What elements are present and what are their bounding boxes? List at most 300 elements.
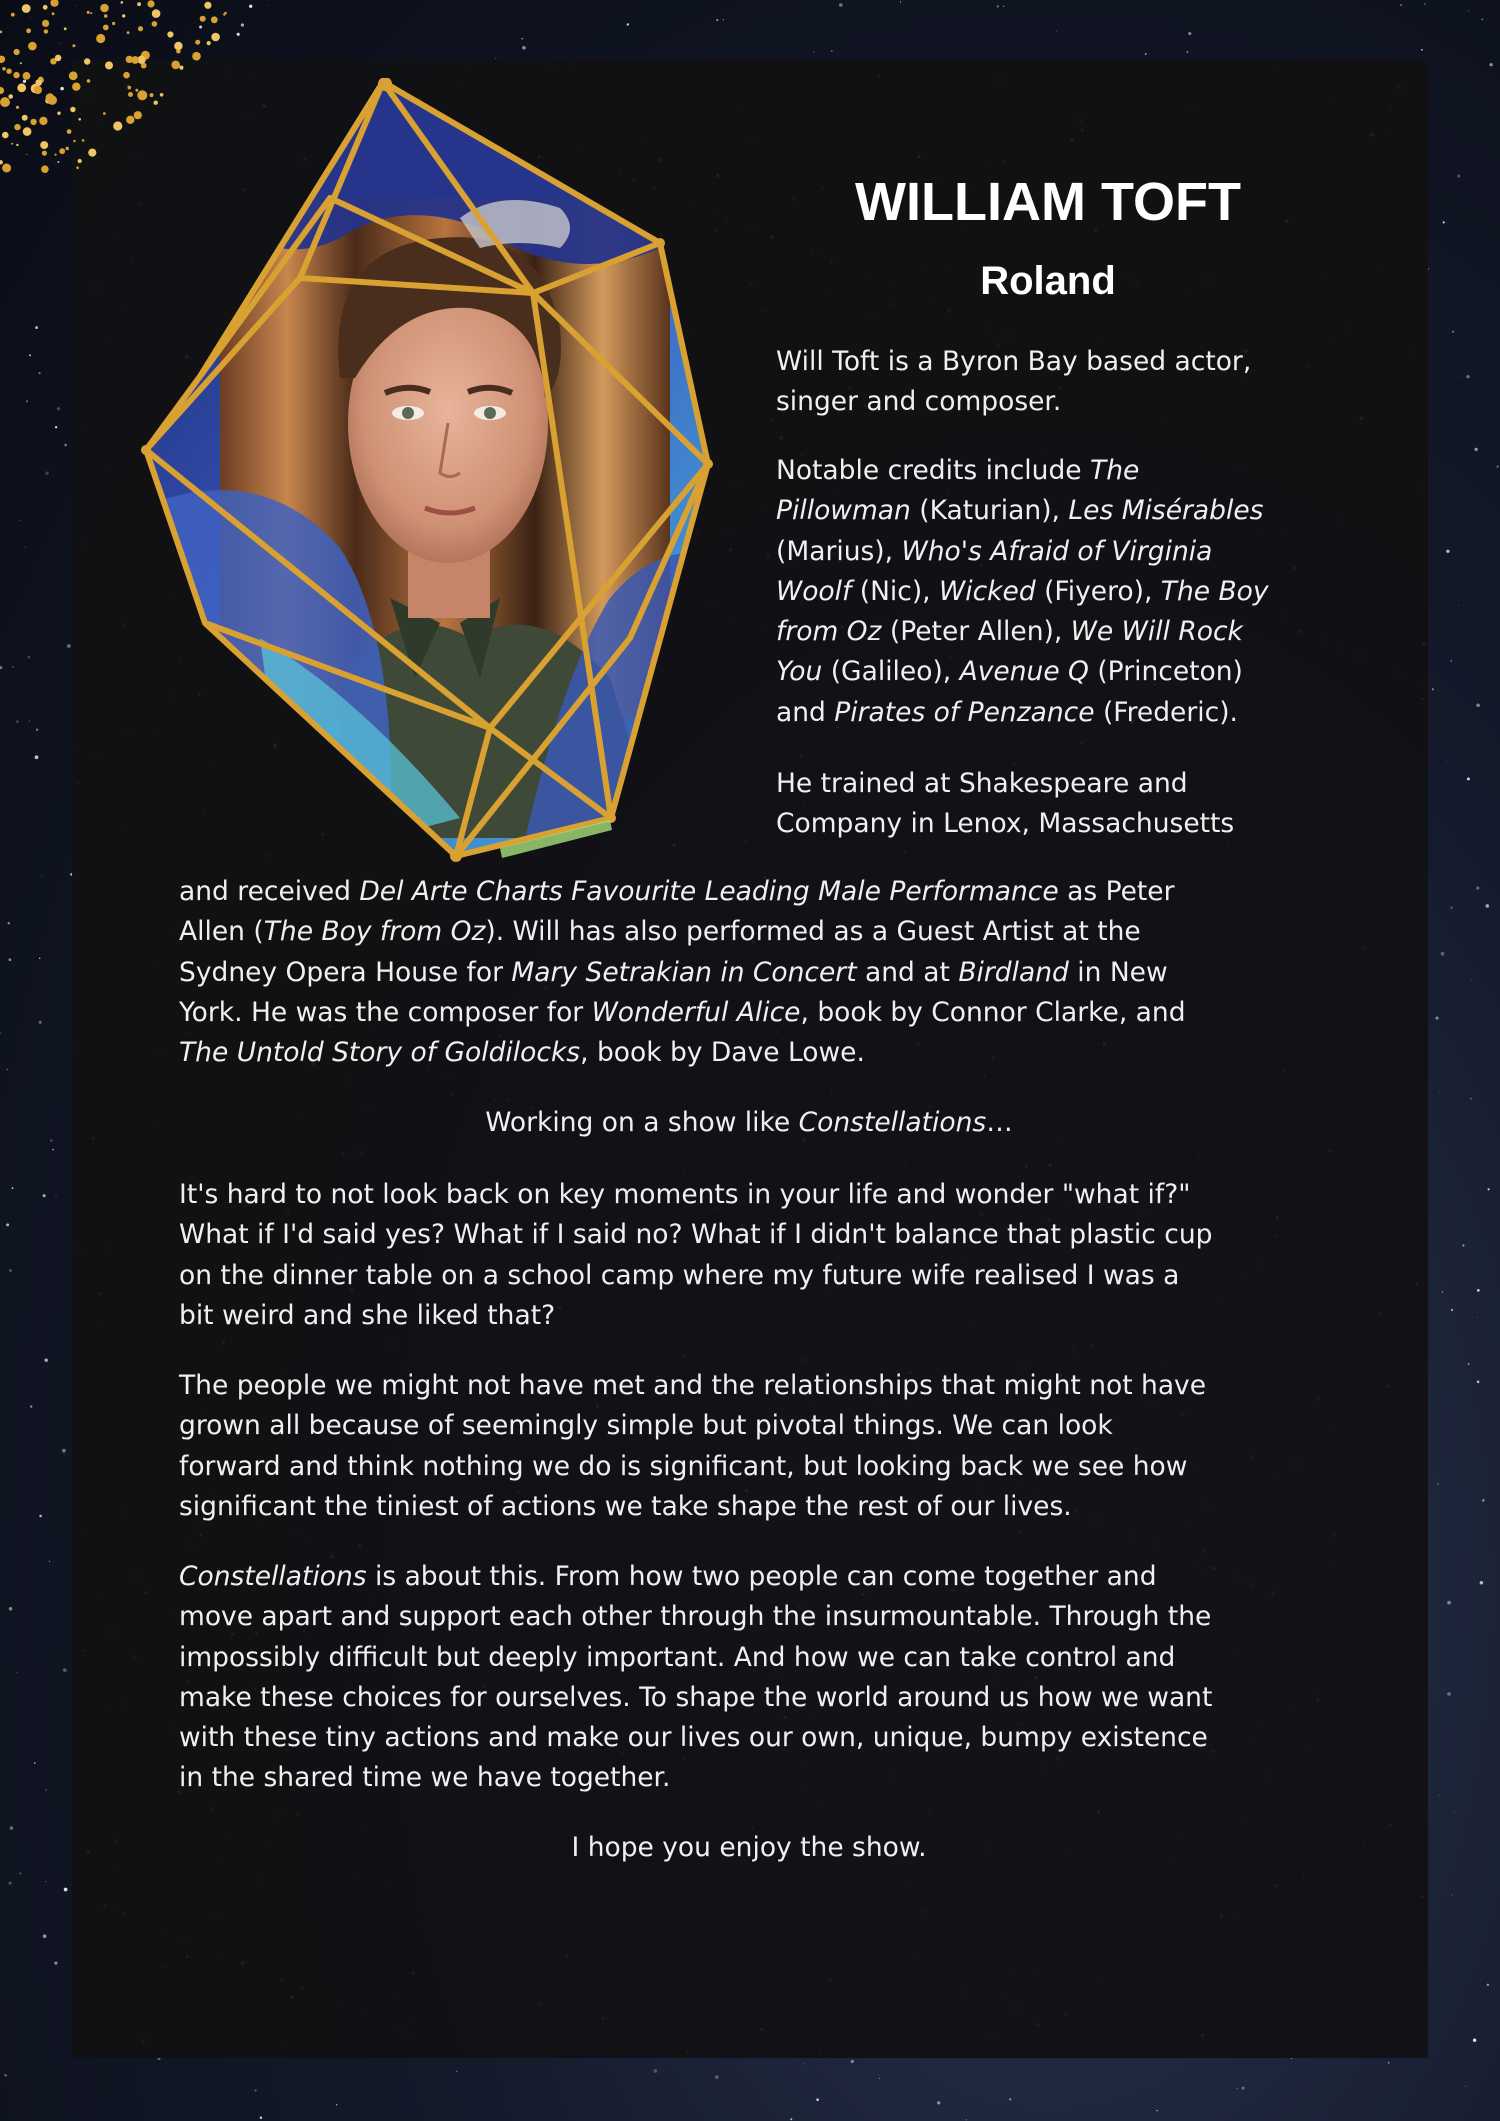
glitter-dot — [100, 4, 109, 13]
italic-title: Wicked — [939, 575, 1036, 607]
star — [50, 1139, 53, 1142]
star — [879, 2078, 880, 2079]
text-run: Allen ( — [179, 916, 264, 948]
star — [49, 1561, 50, 1562]
text-line — [179, 912, 1329, 952]
star — [981, 16, 982, 17]
glitter-dot — [179, 66, 183, 70]
star — [1477, 1289, 1480, 1292]
star — [34, 1762, 36, 1764]
text-run: make these choices for ourselves. To shape the world around us how we want — [179, 1681, 1213, 1713]
star — [1497, 466, 1499, 468]
glitter-dot — [103, 25, 109, 31]
glitter-dot — [174, 42, 182, 50]
star — [30, 1405, 32, 1407]
star — [1424, 3, 1426, 5]
star — [522, 46, 526, 50]
star — [19, 1872, 21, 1874]
text-run: singer and composer. — [776, 386, 1062, 418]
glitter-dot — [0, 31, 2, 34]
text-line — [179, 1033, 1329, 1073]
star — [900, 1, 901, 2]
text-run: , book by Dave Lowe. — [580, 1037, 865, 1069]
star — [1458, 697, 1459, 698]
text-line — [776, 804, 1336, 844]
star — [64, 444, 67, 447]
star — [4, 2074, 7, 2077]
glitter-dot — [160, 93, 164, 97]
star — [36, 729, 38, 731]
glitter-dot — [2, 132, 9, 139]
glitter-dot — [122, 14, 125, 17]
text-line — [179, 1406, 1329, 1446]
italic-title: Les Misérables — [1068, 495, 1264, 527]
italic-title: Who's Afraid of Virginia — [901, 535, 1213, 567]
glitter-dot — [131, 56, 139, 64]
star — [1477, 1317, 1478, 1318]
star — [1488, 1188, 1490, 1190]
star — [55, 426, 57, 428]
star — [654, 2069, 658, 2073]
text-line — [179, 1487, 1329, 1527]
glitter-dot — [87, 11, 90, 14]
glitter-dot — [28, 42, 37, 51]
star — [1451, 1309, 1453, 1311]
italic-title: You — [776, 656, 823, 688]
text-line — [179, 1638, 1329, 1678]
italic-title: Pirates of Penzance — [834, 696, 1095, 728]
bio-paragraph-3 — [776, 764, 1336, 845]
text-line — [776, 451, 1336, 491]
star — [43, 1934, 47, 1938]
glitter-dot — [78, 159, 82, 163]
glitter-dot — [76, 166, 79, 169]
star — [1400, 4, 1402, 6]
glitter-dot — [137, 2, 141, 6]
star — [1145, 53, 1147, 55]
glitter-dot — [66, 147, 69, 150]
star — [1242, 2087, 1245, 2090]
star — [723, 19, 724, 20]
glitter-dot — [103, 112, 106, 115]
glitter-dot — [52, 12, 55, 15]
star — [1490, 63, 1493, 66]
glitter-dot — [46, 93, 55, 102]
star — [43, 1194, 46, 1197]
text-run: (Marius), — [776, 535, 902, 567]
text-run: (Princeton) — [1088, 656, 1243, 688]
star — [1476, 704, 1480, 708]
glitter-dot — [123, 72, 130, 79]
star — [25, 547, 26, 548]
text-run: and at — [856, 956, 959, 988]
star — [1447, 761, 1448, 762]
glitter-dot — [8, 94, 13, 99]
star — [336, 2104, 338, 2106]
text-line — [776, 532, 1336, 572]
text-run: … — [986, 1107, 1013, 1138]
star — [1447, 1601, 1451, 1605]
text-run: in New — [1068, 956, 1168, 988]
star — [7, 1069, 9, 1071]
star — [1446, 550, 1449, 553]
glitter-dot — [64, 27, 67, 30]
text-run: (Frederic). — [1094, 696, 1238, 728]
star — [41, 876, 42, 877]
glitter-dot — [55, 154, 57, 156]
star — [20, 520, 21, 521]
star — [816, 2098, 819, 2101]
bio-paragraph-2 — [776, 451, 1336, 733]
glitter-dot — [55, 55, 62, 62]
glitter-dot — [105, 61, 113, 69]
character-role: Roland — [980, 259, 1116, 303]
text-line — [776, 491, 1336, 531]
italic-title: Wonderful Alice — [591, 996, 801, 1028]
glitter-dot — [23, 72, 31, 80]
performer-name: WILLIAM TOFT — [855, 172, 1241, 232]
star — [9, 958, 12, 961]
text-run: I hope you enjoy the show. — [571, 1832, 927, 1863]
star — [9, 1269, 12, 1272]
text-line — [179, 1597, 1329, 1637]
portrait-gem-frame — [140, 78, 720, 862]
star — [1468, 10, 1469, 11]
closing-line — [179, 1828, 1319, 1868]
star — [63, 1668, 67, 1672]
text-run: and received — [179, 876, 360, 907]
star — [1461, 376, 1462, 377]
gold-glitter-corner — [0, 0, 260, 190]
glitter-dot — [0, 97, 10, 107]
glitter-dot — [90, 12, 92, 14]
italic-title: The Untold Story of Goldilocks — [179, 1037, 581, 1069]
italic-title: Birdland — [958, 956, 1069, 988]
glitter-dot — [211, 16, 218, 23]
text-line — [179, 1366, 1329, 1406]
glitter-dot — [42, 20, 49, 27]
star — [1487, 1984, 1489, 1986]
star — [937, 2101, 940, 2104]
italic-title: Pillowman — [776, 495, 911, 527]
glitter-dot — [35, 79, 42, 86]
text-run: It's hard to not look back on key moments in your life and wonder "what if?" — [179, 1179, 1191, 1210]
glitter-dot — [59, 148, 65, 154]
glitter-dot — [96, 34, 105, 43]
text-run: (Galileo), — [822, 656, 960, 688]
star — [851, 2060, 854, 2063]
glitter-dot — [22, 115, 28, 121]
glitter-dot — [26, 28, 31, 33]
text-line — [179, 1718, 1329, 1758]
star — [39, 1021, 42, 1024]
star — [1471, 979, 1472, 980]
italic-title: Del Arte Charts Favourite Leading Male Performance — [359, 876, 1059, 907]
glitter-dot — [150, 93, 154, 97]
star — [1432, 688, 1434, 690]
star — [1447, 1692, 1451, 1696]
text-run: He trained at Shakespeare and — [776, 768, 1188, 799]
glitter-dot — [44, 29, 48, 33]
glitter-dot — [14, 124, 20, 130]
glitter-dot — [207, 41, 211, 45]
glitter-dot — [147, 0, 154, 7]
star — [38, 372, 40, 374]
glitter-dot — [204, 2, 211, 9]
text-run: and — [776, 696, 835, 728]
star — [1470, 1098, 1472, 1100]
star — [64, 1888, 68, 1892]
star — [1485, 904, 1489, 908]
star — [1056, 30, 1057, 31]
star — [74, 2090, 75, 2091]
star — [1457, 174, 1460, 177]
text-run: York. He was the composer for — [179, 996, 592, 1028]
star — [62, 1449, 66, 1453]
star — [1468, 1363, 1470, 1365]
text-line — [179, 1175, 1329, 1215]
star — [9, 1882, 12, 1885]
star — [813, 51, 814, 52]
glitter-dot — [211, 33, 220, 42]
star — [54, 1962, 57, 1965]
star — [255, 2089, 257, 2091]
star — [716, 19, 718, 21]
glitter-dot — [13, 72, 19, 78]
star — [627, 23, 629, 25]
essay-paragraph-3 — [179, 1557, 1329, 1799]
italic-title: The Boy — [1160, 575, 1269, 607]
text-line — [776, 612, 1336, 652]
star — [16, 720, 19, 723]
star — [1441, 952, 1445, 956]
glitter-dot — [152, 9, 161, 18]
star — [57, 407, 60, 410]
glitter-dot — [72, 83, 80, 91]
text-run: bit weird and she liked that? — [179, 1299, 556, 1331]
glitter-dot — [0, 56, 5, 63]
glitter-dot — [72, 44, 75, 47]
text-line — [179, 1557, 1329, 1597]
text-run: , book by Connor Clarke, and — [800, 996, 1186, 1028]
glitter-dot — [88, 149, 96, 157]
italic-title: Mary Setrakian in Concert — [511, 956, 857, 988]
text-run: in the shared time we have together. — [179, 1762, 671, 1794]
star — [0, 1032, 1, 1034]
text-line — [179, 1828, 1319, 1868]
star — [39, 957, 41, 959]
star — [790, 2118, 792, 2120]
glitter-dot — [137, 90, 147, 100]
text-line — [776, 764, 1336, 804]
text-run: impossibly difficult but deeply important. And how we can take control and — [179, 1641, 1176, 1673]
glitter-dot — [152, 21, 158, 27]
text-line — [179, 1758, 1329, 1798]
text-run: (Peter Allen), — [881, 616, 1071, 648]
text-run: ). Will has also performed as a Guest Artist at the — [485, 916, 1141, 948]
glitter-dot — [121, 1, 124, 4]
star — [26, 400, 28, 402]
essay-paragraph-1 — [179, 1175, 1329, 1336]
glitter-dot — [195, 40, 200, 45]
star — [16, 1672, 17, 1673]
star — [997, 5, 999, 7]
text-run: Notable credits include — [776, 455, 1091, 486]
italic-title: Constellations — [798, 1107, 987, 1138]
glitter-dot — [23, 127, 32, 136]
star — [1476, 887, 1479, 890]
glitter-dot — [17, 83, 26, 92]
star — [28, 656, 31, 659]
star — [10, 411, 11, 412]
star — [804, 2063, 805, 2064]
text-line — [776, 693, 1336, 733]
text-run: forward and think nothing we do is significant, but looking back we see how — [179, 1450, 1188, 1482]
glitter-dot — [22, 4, 31, 13]
star — [1454, 1812, 1455, 1813]
glitter-dot — [2, 164, 11, 173]
star — [1482, 1499, 1485, 1502]
essay-paragraph-2 — [179, 1366, 1329, 1527]
text-run: What if I'd said yes? What if I said no? What if I didn't balance that plastic cup — [179, 1219, 1213, 1251]
glitter-dot — [167, 31, 173, 37]
star — [1428, 268, 1429, 269]
essay-heading — [179, 1103, 1319, 1143]
star — [1237, 2088, 1238, 2089]
star — [44, 1358, 47, 1361]
star — [1451, 660, 1452, 661]
star — [1473, 2038, 1476, 2041]
star — [1450, 906, 1453, 909]
star — [1003, 6, 1004, 7]
glitter-dot — [70, 107, 75, 112]
star — [1452, 1894, 1453, 1895]
text-run: significant the tiniest of actions we take shape the rest of our lives. — [179, 1490, 1072, 1522]
text-run: on the dinner table on a school camp where my future wife realised I was a — [179, 1259, 1180, 1291]
star — [831, 50, 833, 52]
star — [1481, 19, 1482, 20]
glitter-dot — [171, 61, 180, 70]
glitter-dot — [104, 14, 108, 18]
bio-paragraph-1 — [776, 342, 1336, 423]
star — [1477, 1381, 1480, 1384]
star — [268, 5, 269, 6]
glitter-dot — [84, 58, 90, 64]
glitter-dot — [127, 31, 130, 34]
italic-title: Avenue Q — [959, 656, 1089, 688]
star — [1435, 1017, 1438, 1020]
text-line — [776, 382, 1336, 422]
star — [1186, 51, 1188, 53]
glitter-dot — [14, 49, 20, 55]
text-line — [179, 1215, 1329, 1255]
text-line — [179, 1256, 1329, 1296]
italic-title: Constellations — [179, 1561, 367, 1592]
glitter-dot — [112, 22, 115, 25]
text-line — [776, 652, 1336, 692]
star — [1442, 1291, 1444, 1293]
star — [8, 922, 10, 924]
italic-title: from Oz — [776, 616, 882, 648]
glitter-dot — [40, 141, 48, 149]
glitter-dot — [11, 13, 15, 17]
text-run: (Katurian), — [910, 495, 1069, 527]
star — [496, 58, 497, 59]
text-line — [179, 1678, 1329, 1718]
glitter-dot — [43, 5, 48, 10]
glitter-dot — [82, 139, 85, 142]
star — [1443, 221, 1445, 223]
glitter-dot — [126, 116, 134, 124]
glitter-dot — [6, 69, 11, 74]
glitter-dot — [134, 111, 142, 119]
star — [441, 2118, 442, 2119]
glitter-dot — [192, 52, 201, 61]
star — [260, 2116, 262, 2118]
star — [1458, 605, 1459, 606]
star — [35, 326, 38, 329]
glitter-dot — [223, 13, 225, 15]
star — [12, 666, 13, 667]
glitter-dot — [30, 119, 36, 125]
text-line — [179, 953, 1329, 993]
text-run: as Peter — [1058, 876, 1175, 907]
glitter-dot — [67, 129, 72, 134]
star — [1438, 1795, 1439, 1796]
star — [52, 1149, 54, 1151]
star — [35, 755, 39, 759]
glitter-dot — [34, 86, 42, 94]
italic-title: We Will Rock — [1070, 616, 1243, 648]
star — [1466, 375, 1469, 378]
glitter-dot — [73, 140, 75, 142]
text-line — [179, 1296, 1329, 1336]
star — [1009, 2098, 1011, 2100]
star — [9, 1607, 13, 1611]
star — [1463, 1244, 1465, 1246]
star — [6, 1223, 9, 1226]
italic-title: The Boy from Oz — [263, 916, 486, 948]
star — [1421, 49, 1423, 51]
glitter-dot — [41, 165, 49, 173]
star — [1388, 2062, 1390, 2064]
star — [12, 1187, 14, 1189]
star — [1188, 32, 1191, 35]
glitter-dot — [78, 118, 81, 121]
text-run: (Nic), — [851, 575, 940, 607]
star — [1480, 1581, 1484, 1585]
text-line — [776, 572, 1336, 612]
star — [1156, 2110, 1158, 2112]
glitter-dot — [113, 121, 122, 130]
text-run: with these tiny actions and make our lives our own, unique, bumpy existence — [179, 1722, 1208, 1754]
text-run: (Fiyero), — [1035, 575, 1161, 607]
text-run: Will Toft is a Byron Bay based actor, — [776, 346, 1252, 377]
text-run: Working on a show like — [485, 1107, 799, 1138]
text-line — [179, 993, 1329, 1033]
star — [29, 354, 31, 356]
star — [966, 2119, 967, 2120]
star — [67, 644, 71, 648]
star — [1467, 777, 1470, 780]
star — [0, 666, 2, 669]
glitter-dot — [16, 106, 19, 109]
italic-title: Woolf — [776, 575, 852, 607]
glitter-dot — [87, 79, 91, 83]
star — [29, 720, 30, 721]
glitter-dot — [50, 0, 58, 7]
glitter-dot — [2, 67, 6, 71]
